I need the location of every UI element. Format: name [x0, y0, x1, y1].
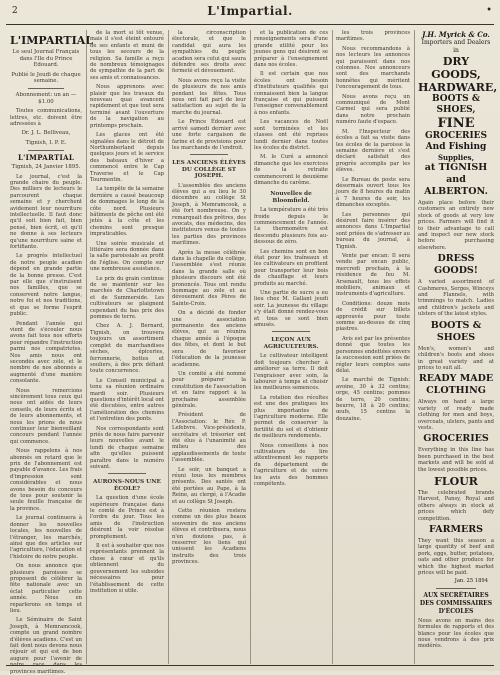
- ad-line: at TIGNISH and: [424, 162, 488, 185]
- paragraph: Le journal, c'est la grande chaire du peuple. Des milliers de lecteurs le parcourent chaque semaine et y cherchent avidement leur nourriture intellectuelle. Il faut donc qu'il soit bien fait, bien pensé, bien écrit, et qu'il ne donne à ses lecteurs qu'une nourriture saine et fortifiante.: [10, 173, 82, 251]
- paragraph: la circonscription électorale, et que le candidat qui aura les sympathies du peuple acadien sera celui qui saura défendre ses droits avec fermeté et dévouement.: [172, 30, 247, 75]
- paragraph: de la mort si tôt venue, mais il s'est éteint entouré de ses enfants et muni de tous les secours de la religion. Sa famille a reçu de nombreux témoignages de sympathie de la part de ses amis et connaissances.: [90, 30, 164, 81]
- column-rule: [250, 30, 251, 664]
- masthead-subtitle: Le seul Journal Français dans l'Ile du Prince Edouard.: [12, 49, 80, 69]
- column-1: [10, 30, 93, 675]
- paragraph: Les vacances de Noël sont terminées et les classes ont été reprises lundi dernier dans toutes les écoles du district.: [254, 119, 328, 151]
- ad-body: Always on hand a large variety of ready made clothing for men and boys, overcoats, ulsters, pants and vests.: [418, 399, 494, 431]
- paragraph: Le progrès intellectuel de notre peuple acadien dépend en grande partie de la bonne presse. C'est par elle que s'instruisent nos familles, que se conservent notre langue, notre foi et nos traditions, et que se forme l'esprit public.: [10, 253, 82, 318]
- editor-address: Tignish, I. P. E.: [25, 139, 67, 146]
- column-4: [254, 30, 328, 664]
- column-5: [336, 30, 410, 664]
- column-2: [90, 30, 164, 664]
- paragraph: Conditions: douze mois de crédit sur billets approuvés pour toute somme au-dessus de cinq piastres.: [336, 300, 410, 333]
- ad-heading: AUX SECRÉTAIRES DES COMMISSAIRES D'ÉCOLES: [419, 591, 493, 615]
- ad-tagline: Importers and Dealers in: [421, 39, 491, 54]
- paragraph: M. l'Inspecteur des écoles a fait sa visite dans les écoles de la paroisse la semaine dernière et s'est déclaré satisfait des progrès accomplis par les élèves.: [336, 128, 410, 174]
- paragraph: Le journal continuera à donner les nouvelles locales, les nouvelles de l'étranger, les marchés, ainsi que des articles sur l'agriculture, l'éducation et l'histoire de notre peuple.: [10, 515, 82, 560]
- paragraph: Un comité a été nommé pour préparer la constitution de l'association et en faire rapport à la prochaine assemblée générale.: [172, 370, 246, 409]
- paragraph: Le soir, un banquet a réuni tous les membres présents. Des santés ont été portées au Pape, à la Reine, au clergé, à l'Acadie et au collège St Joseph.: [172, 466, 246, 505]
- dateline: Tignish, 24 Janvier 1895.: [11, 163, 81, 170]
- paragraph: Nous remercions sincèrement tous ceux qui nous ont aidés de leurs conseils, de leurs écrits et de leurs abonnements, et nous les prions de nous continuer leur bienveillant concours pendant l'année qui commence.: [10, 387, 82, 445]
- header-rule: [6, 24, 494, 25]
- paragraph: Les glaces ont été signalées dans le détroit de Northumberland depuis quelques jours et le service des bateaux d'hiver a commencé entre le Cap Traverse et le Cap Tourmentin.: [90, 132, 164, 183]
- paragraph: Après la messe célébrée dans la chapelle du collège, l'assemblée s'est réunie dans la grande salle où plusieurs discours ont été prononcés. Tous ont rendu hommage au zèle et au dévouement des Pères de Sainte-Croix.: [172, 249, 246, 307]
- divider: [272, 331, 310, 332]
- publication-note: Publié le Jeudi de chaque semaine.: [11, 71, 81, 85]
- article-heading: Nouvelles de Bloomfield.: [270, 191, 312, 204]
- ad-body: Nous avons en mains des formules de rapports et des blancs pour les écoles que nous vendrons à des prix modérés.: [418, 617, 494, 650]
- ad-line: BOOTS & SHOES,: [432, 94, 480, 115]
- paragraph: Nous avons reçu un communiqué de Mont Carmel qui sera publié dans notre prochain numéro faute d'espace.: [336, 93, 410, 126]
- divider: [190, 154, 228, 155]
- paragraph: Une soirée musicale et littéraire sera donnée dans la salle paroissiale au profit de l'église. On compte sur une nombreuse assistance.: [90, 240, 164, 273]
- ad-line: GROCERIES: [424, 131, 488, 141]
- ad-body: Everything in this line has been purchased in the best markets and will be sold at the lowest possible prices.: [418, 447, 494, 473]
- paragraph: Avis est par les présentes donné que toutes les personnes endettées envers la succession sont priées de régler leurs comptes sans délai.: [336, 335, 410, 374]
- ad-line: Supplies,: [437, 153, 475, 162]
- ad-line: And Fishing: [425, 142, 487, 152]
- divider: [436, 588, 476, 589]
- paragraph: et la publication de ces renseignements sera d'une grande utilité pour les jeunes gens qui désirent se préparer à l'enseignement dans nos écoles.: [254, 30, 328, 69]
- ad-line: FINE: [437, 116, 475, 131]
- paragraph: Il est certain que nos écoles ont besoin d'instituteurs qualifiés qui connaissent bien la langue française et qui puissent l'enseigner convenablement à nos enfants.: [254, 71, 329, 116]
- paragraph: Le prix du grain continue de se maintenir sur les marchés de Charlottetown et de Summerside. Les cultivateurs se plaignent cependant du bas prix des pommes de terre.: [90, 275, 164, 321]
- paragraph: Pendant l'année qui vient de s'écouler nous avons fait tous nos efforts pour répandre l'instruction parmi nos compatriotes. Nos amis nous ont secondés avec zèle, et le nombre de nos abonnés a augmenté d'une manière consolante.: [10, 320, 82, 385]
- page-number: 2: [12, 6, 18, 16]
- ad-heading: FLOUR: [434, 474, 478, 488]
- paragraph: Nos correspondants sont priés de nous faire parvenir leurs nouvelles avant le lundi de chaque semaine afin qu'elles puissent paraître dans le numéro suivant.: [90, 425, 164, 470]
- paragraph: Le Bureau de poste sera désormais ouvert tous les jours de 8 heures du matin à 7 heures du soir, les dimanches exceptés.: [336, 176, 410, 209]
- paragraph: La question d'une école supérieure française dans le comté de Prince est à l'ordre du jour. Tous les amis de l'instruction désirent la voir résolue promptement.: [90, 495, 164, 540]
- column-rule: [86, 30, 87, 664]
- paragraph: Le Prince Édouard est arrivé samedi dernier avec une forte cargaison de farine et de provisions pour les marchands de l'endroit.: [172, 119, 246, 151]
- paragraph: Le Conseil municipal a tenu sa réunion ordinaire mardi soir. Plusieurs questions d'intérêt local ont été discutées, entre autres l'amélioration des chemins et l'entretien des ponts.: [90, 377, 164, 423]
- paragraph: Une partie de sucre a eu lieu chez M. Gallant jeudi soir. La jeunesse du village s'y était donné rendez-vous et tous se sont bien amusés.: [254, 290, 328, 329]
- paragraph: Cette réunion restera comme un des plus beaux souvenirs de nos anciens élèves et contribuera, nous n'en doutons pas, à resserrer les liens qui unissent les Acadiens instruits des trois provinces.: [172, 508, 246, 566]
- paragraph: Le Séminaire de Saint Joseph, à Memramcook, compte un grand nombre d'élèves acadiens. C'est un fait dont nous devons nous réjouir et qui est de bon augure pour l'avenir de notre race dans les provinces maritimes.: [10, 617, 82, 675]
- divider: [28, 150, 64, 151]
- ad-body: Again place before their customers an entirely new stock of goods at very low prices. Farmers will find it to their advantage to call and inspect our new stock before purchasing elsewhere.: [418, 200, 494, 251]
- paragraph: Nous apprenons avec plaisir que les travaux du nouveau quai avancent rapidement et que tout sera terminé avant l'ouverture de la navigation au printemps prochain.: [90, 84, 164, 129]
- ad-heading: READY MADE CLOTHING: [418, 373, 494, 397]
- advertisement-column: [418, 30, 498, 664]
- paragraph: Nous recommandons à nos lecteurs les annonces qui paraissent dans nos colonnes. Nos annonceurs sont des marchands honnêtes qui méritent l'encouragement de tous.: [336, 45, 410, 91]
- paragraph: Il est à souhaiter que nos représentants prennent la chose à cœur et qu'ils obtiennent du gouvernement les subsides nécessaires pour l'établissement de cette institution si utile.: [90, 543, 164, 594]
- paragraph: Le marché de Tignish: avoine, 30 à 32 centins; orge, 45 centins; pommes de terre, 20 centins; beurre, 18 à 20 centins; œufs, 15 centins la douzaine.: [336, 377, 410, 422]
- column-rule: [414, 30, 415, 664]
- paragraph: L'assemblée des anciens élèves qui a eu lieu le 30 décembre au collège St Joseph, à Memramcook, a été fort nombreuse. On y remarquait des prêtres, des avocats, des médecins, des instituteurs venus de toutes les parties des provinces maritimes.: [172, 182, 246, 247]
- footer-rule: [6, 665, 494, 666]
- column-rule: [332, 30, 333, 664]
- article-heading: LES ANCIENS ÉLÈVES DU COLLÈGE ST JOSEPH.: [172, 160, 246, 180]
- editor-name: Dr. J. L. Belliveau,: [21, 130, 71, 137]
- ad-line: DRY GOODS,: [431, 55, 481, 81]
- paragraph: Vente par encan: Il sera vendu par encan public, mercredi prochain, à la résidence de feu M. Arsenault, tous les effets mobiliers, animaux et instruments d'agriculture.: [336, 253, 410, 298]
- ad-body: The celebrated brands Harvest, Pansy, Royal and others always in stock at prices which defy competition.: [418, 489, 494, 522]
- paragraph: M. le Curé a annoncé dimanche que les exercices de la retraite commenceront le deuxième dimanche du carême.: [254, 154, 328, 186]
- paragraph: Toutes communications, lettres, etc. doivent être adressées à: [10, 108, 82, 127]
- paragraph: Le cultivateur intelligent doit toujours chercher à améliorer sa terre. Il doit l'engraisser avec soin, la labourer à temps et choisir les meilleures semences.: [254, 353, 328, 392]
- paragraph: On nous annonce que plusieurs paroisses se proposent de célébrer la fête nationale avec un éclat particulier cette année. Nous en reparlerons en temps et lieu.: [10, 563, 82, 614]
- ad-heading: DRESS GOODS!: [434, 253, 478, 277]
- section-heading: L'IMPARTIAL: [17, 152, 75, 162]
- ad-heading: FARMERS: [429, 524, 483, 535]
- paragraph: La tempête de la semaine dernière a causé beaucoup de dommages le long de la côte nord. Plusieurs bâtiments de pêche ont été jetés à la côte et les chemins sont presque impraticables.: [90, 186, 164, 238]
- header-mark: •: [486, 5, 492, 16]
- paragraph: La température a été très froide depuis le commencement de l'année. Le thermomètre est descendu plusieurs fois au-dessous de zéro.: [254, 207, 328, 246]
- paragraph: Les chemins sont en bon état pour les traîneaux et les cultivateurs en profitent pour transporter leur bois de chauffage et leurs produits au marché.: [254, 248, 328, 287]
- ad-date: Jan. 25 1894: [454, 578, 488, 585]
- divider: [28, 88, 64, 89]
- paragraph: La rotation des récoltes est une des pratiques les plus importantes de l'agriculture moderne. Elle permet de conserver la fertilité du sol et d'obtenir de meilleurs rendements.: [254, 394, 328, 440]
- ad-line: ALBERTON.: [424, 186, 488, 197]
- subscription-price: Abonnement: un an — $1.00: [15, 91, 77, 105]
- divider: [108, 473, 146, 474]
- running-title: L'Impartial.: [207, 4, 293, 18]
- ad-merchant-name: J.H. Myrick & Co.: [422, 30, 490, 39]
- paragraph: les trois provinces maritimes.: [336, 30, 410, 43]
- paragraph: Les personnes qui désirent faire insérer des annonces dans L'Impartial sont priées de s'adresser au bureau du journal, à Tignish.: [336, 211, 410, 250]
- ad-body: Men's, women's and children's boots and shoes in great variety and at prices to suit all.: [418, 345, 494, 371]
- paragraph: Nous rappelons à nos abonnés en retard que le prix de l'abonnement est payable d'avance. Les frais d'impression sont considérables et nous avons besoin du concours de tous pour soutenir la seule feuille française de la province.: [10, 448, 82, 512]
- ad-heading: BOOTS & SHOES: [430, 319, 482, 343]
- paragraph: On a décidé de fonder une association permanente des anciens élèves, qui se réunira chaque année à l'époque des fêtes, et dont le but sera de favoriser l'éducation de la jeunesse acadienne.: [172, 310, 246, 368]
- paragraph: Président de l'Association: le Rév. P. Lefebvre. Vice-présidents, secrétaire et trésorier ont été élus à l'unanimité au milieu des applaudissements de toute l'assemblée.: [172, 412, 246, 464]
- ad-heading: GROCERIES: [423, 433, 489, 445]
- paragraph: Chez A. J. Bernard, Tignish, on trouvera toujours un assortiment complet de marchandises sèches, épiceries, ferronnerie, bottes et souliers, à des prix défiant toute concurrence.: [90, 323, 164, 375]
- masthead-title: L'IMPARTIAL: [10, 34, 93, 47]
- paragraph: Nous avons reçu la visite de plusieurs de nos amis pendant les fêtes. Tous nous ont fait part de leur satisfaction au sujet de la marche du journal.: [172, 77, 246, 116]
- column-3: [172, 30, 246, 664]
- column-rule: [168, 30, 169, 664]
- running-header: [0, 4, 500, 24]
- ad-body: A varied assortment of Cashmeres, Serges, Winceys and Flannels, with trimmings to match. Ladies and children's jackets and ulsters of the latest styles.: [418, 279, 494, 318]
- ad-line: HARDWARE,: [418, 81, 498, 94]
- paragraph: Nous conseillons à nos cultivateurs de lire attentivement les rapports du département de l'agriculture et de suivre les avis des hommes compétents.: [254, 442, 328, 487]
- article-heading: LEÇON AUX AGRICULTEURS.: [263, 337, 319, 350]
- article-heading: AURONS-NOUS UNE ÉCOLE?: [93, 479, 161, 492]
- ad-body: They want this season a large quantity of beef and pork, eggs, butter, potatoes, oats and other produce for which the highest market prices will be paid.: [418, 538, 494, 577]
